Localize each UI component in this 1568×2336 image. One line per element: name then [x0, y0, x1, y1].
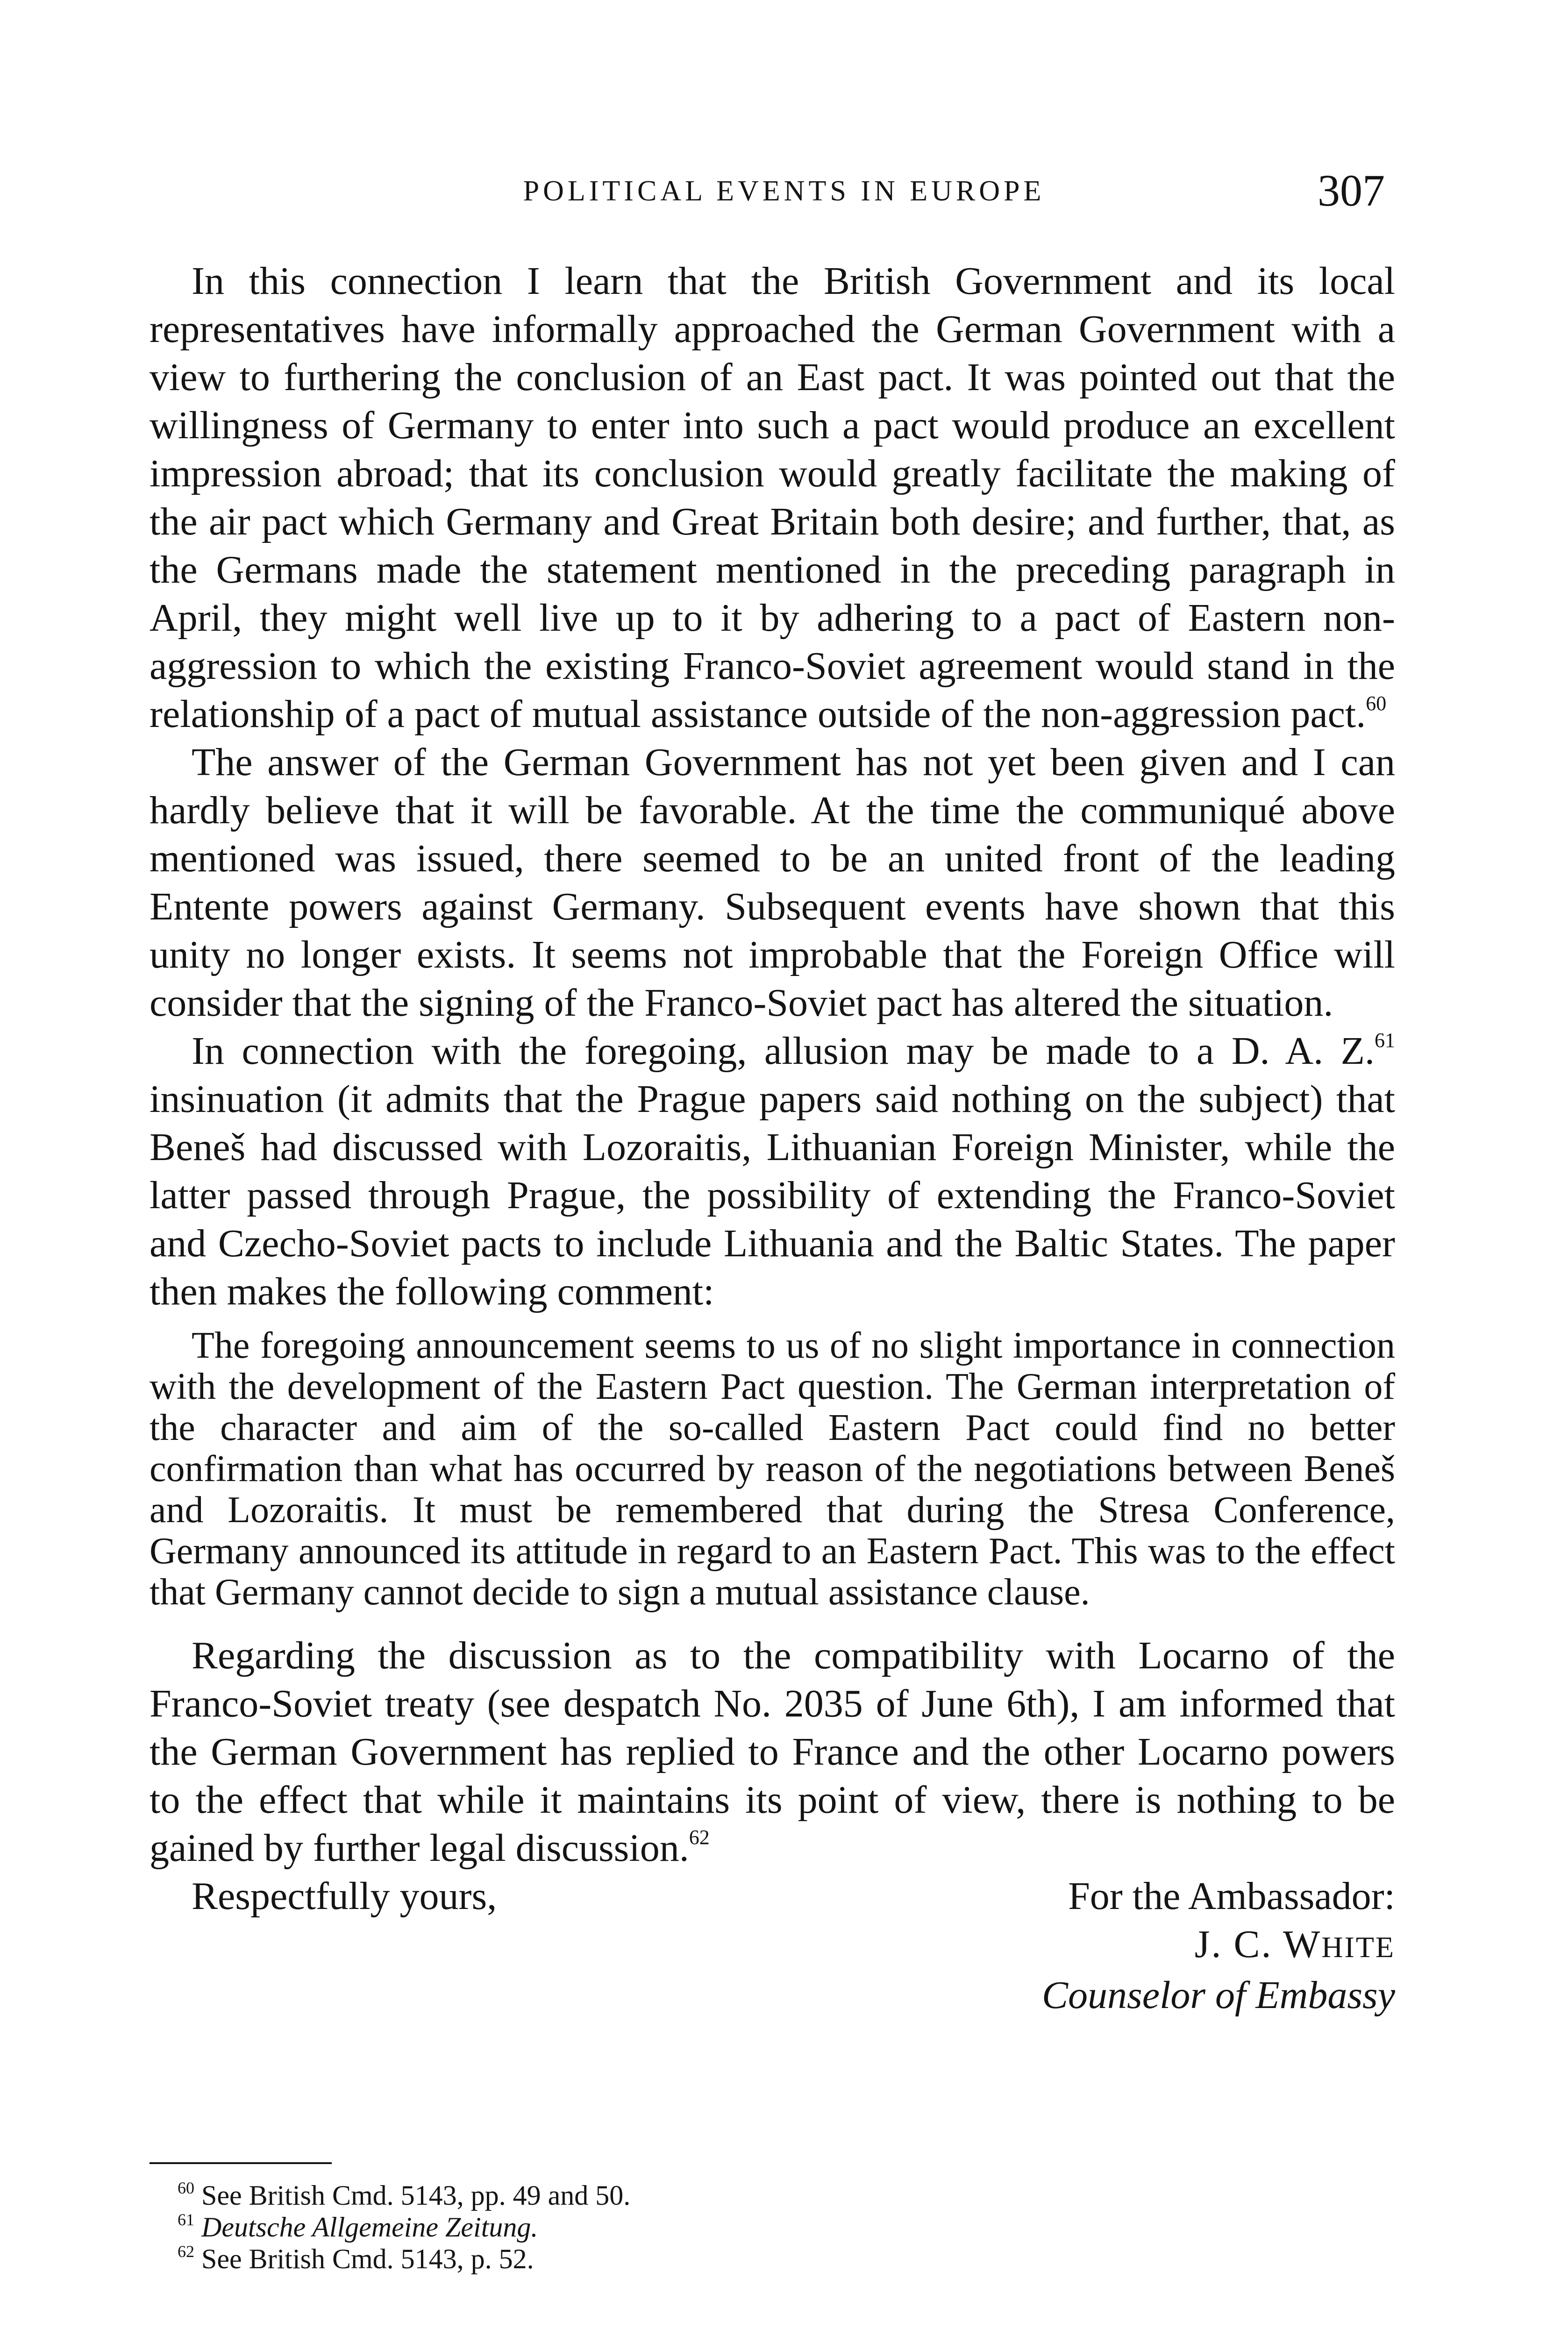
paragraph-3-text-start: In connection with the foregoing, allusion may be made to a D. A. Z. [192, 1029, 1375, 1073]
signatory-name-rest: HITE [1321, 1930, 1395, 1964]
signatory-name [150, 1920, 1395, 1971]
page-number: 307 [1318, 165, 1385, 215]
for-ambassador-line: For the Ambassador: [1068, 1874, 1395, 1918]
signature-row [150, 1872, 1395, 1920]
paragraph-1 [150, 257, 1395, 738]
block-quote [150, 1325, 1395, 1613]
footnote-ref-60[interactable]: 60 [1366, 692, 1387, 715]
footnote-text: Deutsche Allgemeine Zeitung. [201, 2212, 538, 2243]
running-title: POLITICAL EVENTS IN EUROPE [523, 175, 1045, 207]
footnote-number: 62 [178, 2242, 194, 2261]
footnote-divider [150, 2162, 332, 2164]
signature-block [150, 1920, 1395, 2019]
footnote-61 [178, 2211, 1299, 2243]
footnote-ref-62[interactable]: 62 [689, 1826, 710, 1849]
paragraph-4-text: Regarding the discussion as to the compatibility with Locarno of the Franco-Soviet treaty (see despatch No. 2035 of June 6th), I am informed that the German Government has replied to France and the other Locarno powers to the effect that while it maintains its point of view, there is nothing to be gained by further legal discussion. [150, 1634, 1395, 1870]
paragraph-4 [150, 1631, 1395, 1872]
footnote-text: See British Cmd. 5143, p. 52. [201, 2243, 534, 2274]
salutation: Respectfully yours, [192, 1874, 497, 1918]
paragraph-3-text-end: insinuation (it admits that the Prague papers said nothing on the subject) that Beneš had discussed with Lozoraitis, Lithuanian Foreign Minister, while the latter passed through Prague, the possibility of extending the Franco-Soviet and Czecho-Soviet pacts to include Lithuania and the Baltic States. The paper then makes the following comment: [150, 1077, 1395, 1313]
footnote-60 [178, 2179, 1299, 2211]
footnote-number: 60 [178, 2179, 194, 2197]
footnote-text: See British Cmd. 5143, pp. 49 and 50. [201, 2180, 631, 2211]
footnote-number: 61 [178, 2210, 194, 2229]
footnote-ref-61[interactable]: 61 [1375, 1029, 1395, 1052]
paragraph-2: The answer of the German Government has not yet been given and I can hardly believe that it will be favorable. At the time the communiqué above mentioned was issued, there seemed to be an united front of the leading Entente powers against Germany. Subsequent events have shown that this unity no longer exists. It seems not improbable that the Foreign Office will consider that the signing of the Franco-Soviet pact has altered the situation. [150, 741, 1395, 1025]
signatory-title: Counselor of Embassy [1042, 1973, 1395, 2017]
footnote-62 [178, 2243, 1299, 2275]
paragraph-3 [150, 1027, 1395, 1316]
body-text [150, 257, 1395, 2019]
signatory-name-initials: J. C. W [1194, 1923, 1322, 1966]
footnotes [178, 2179, 1299, 2275]
quote-text: The foregoing announcement seems to us of no slight importance in connection with the development of the Eastern Pact question. The German interpretation of the character and aim of the so-called Eastern Pact could find no better confirmation than what has occurred by reason of the negotiations between Beneš and Lozoraitis. It must be remembered that during the Stresa Conference, Germany announced its attitude in regard to an Eastern Pact. This was to the effect that Germany cannot decide to sign a mutual assistance clause. [150, 1325, 1395, 1613]
paragraph-1-text: In this connection I learn that the British Government and its local representatives have informally approached the German Government with a view to furthering the conclusion of an East pact. It was pointed out that the willingness of Germany to enter into such a pact would produce an excellent impression abroad; that its conclusion would greatly facilitate the making of the air pact which Germany and Great Britain both desire; and further, that, as the Germans made the statement mentioned in the preceding paragraph in April, they might well live up to it by adhering to a pact of Eastern non-aggression to which the existing Franco-Soviet agreement would stand in the relationship of a pact of mutual assistance outside of the non-aggression pact. [150, 259, 1395, 736]
